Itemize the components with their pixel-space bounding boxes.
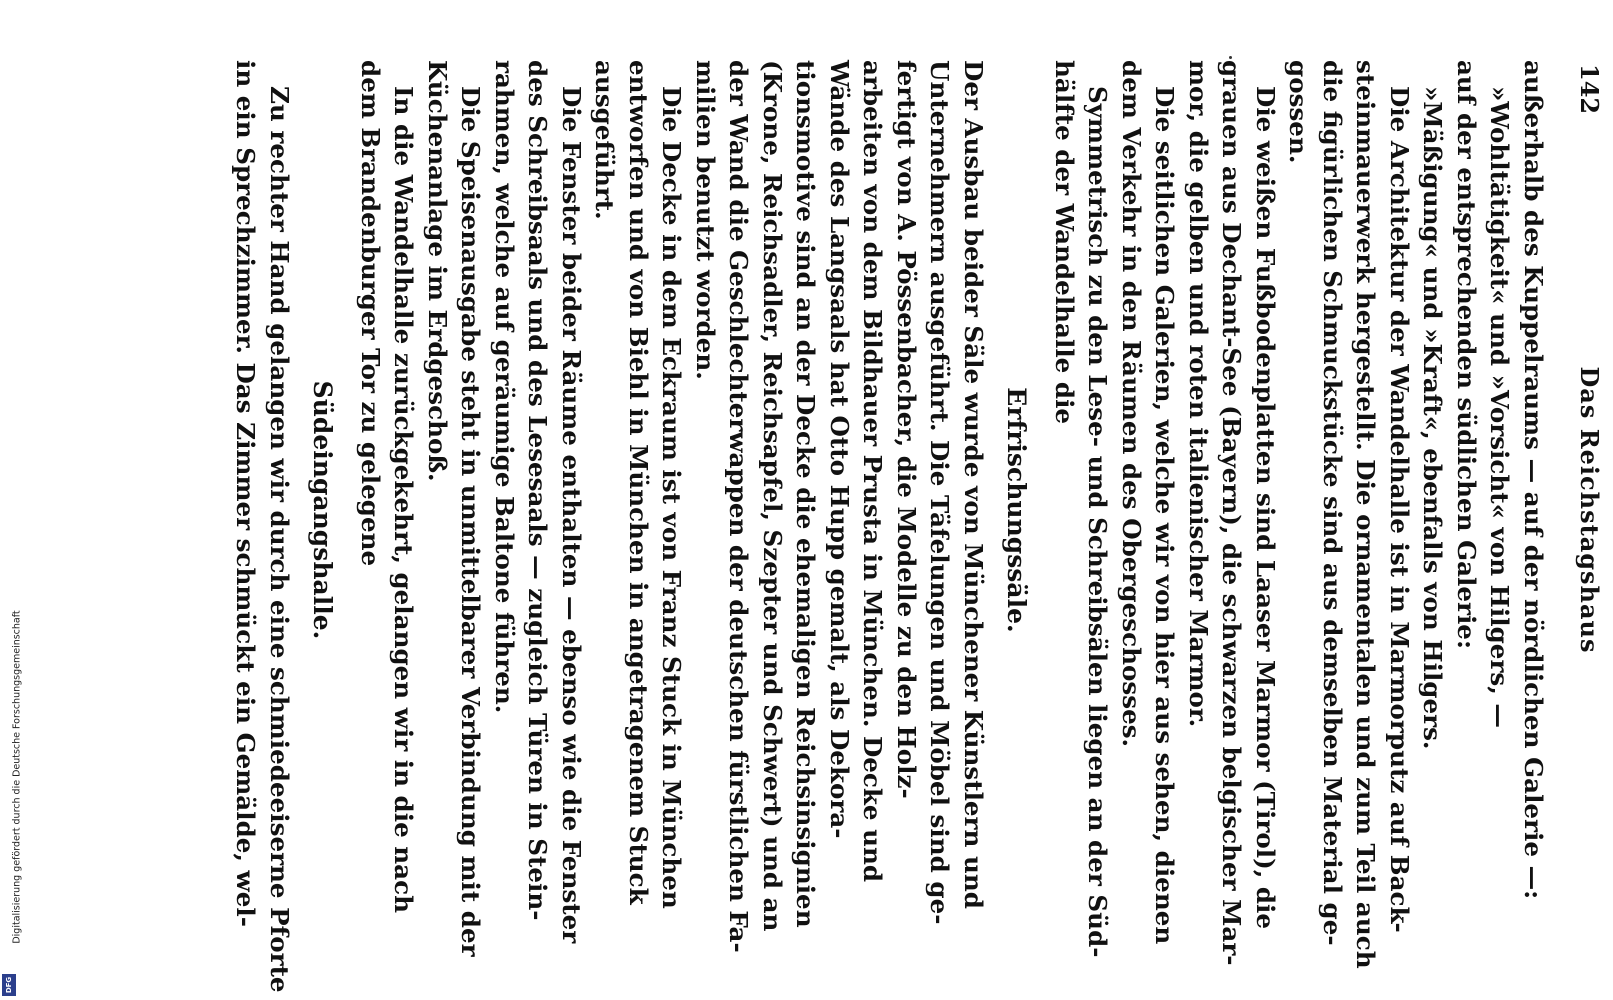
text-line: entworfen und von Biehl in München in angetragenem Stuck xyxy=(624,60,653,905)
body-text xyxy=(229,60,1550,993)
text-line: des Schreibsaals und des Lesesaals — zugleich Türen in Stein- xyxy=(523,60,553,921)
text-line: Der Ausbau beider Säle wurde von Münchener Künstlern und xyxy=(959,60,988,909)
credit-text: Digitalisierung gefördert durch die Deutsche Forschungsgemeinschaft xyxy=(11,610,23,944)
text-line: In die Wandelhalle zurückgekehrt, gelangen wir in die nach xyxy=(389,86,419,913)
running-title: Das Reichstagshaus xyxy=(1575,366,1604,654)
text-line: Wände des Langsaals hat Otto Hupp gemalt, als Dekora- xyxy=(825,60,854,839)
text-line: der Wand die Geschlechterwappen der deutschen fürstlichen Fa- xyxy=(724,60,754,953)
text-line: rahmen, welche auf geräumige Baltone führen. xyxy=(490,60,519,714)
text-line: gossen. xyxy=(1284,60,1314,164)
text-line: ausgeführt. xyxy=(590,60,620,220)
text-line: Die Decke in dem Eckraum ist von Franz Stuck in München xyxy=(657,86,687,909)
text-line: Symmetrisch zu den Lese- und Schreibsälen liegen an der Süd- xyxy=(1083,86,1113,958)
text-line: die figürlichen Schmuckstücke sind aus demselben Material ge- xyxy=(1318,60,1347,946)
text-line: Unternehmern ausgeführt. Die Täfelungen und Möbel sind ge- xyxy=(925,60,955,925)
text-line: milien benutzt worden. xyxy=(691,60,720,380)
section-heading: Südeingangshalle. xyxy=(308,380,338,640)
text-line: steinmauerwerk hergestellt. Die ornamentalen und zum Teil auch xyxy=(1351,60,1381,969)
text-line: Die Speisenausgabe steht in unmittelbarer Verbindung mit der xyxy=(456,86,486,957)
text-line: Die Architektur der Wandelhalle ist in Marmorputz auf Back- xyxy=(1385,86,1414,933)
text-line: Die weißen Fußbodenplatten sind Laaser Marmor (Tirol), die xyxy=(1251,86,1280,930)
text-line: Die Fenster beider Räume enthalten — ebenso wie die Fenster xyxy=(557,86,586,944)
section-heading: Erfrischungssäle. xyxy=(1002,387,1032,633)
dfg-logo xyxy=(2,974,16,996)
text-line: dem Brandenburger Tor zu gelegene xyxy=(356,60,385,567)
text-line: Küchenanlage im Erdgeschoß. xyxy=(423,60,452,482)
text-line: in ein Sprechzimmer. Das Zimmer schmückt ein Gemälde, wel- xyxy=(231,60,261,927)
page-header xyxy=(1550,60,1610,960)
dfg-logo-text: DFG xyxy=(5,976,13,994)
text-line: hälfte der Wandelhalle die xyxy=(1050,60,1079,425)
text-line: außerhalb des Kuppelraums — auf der nördlichen Galerie —: xyxy=(1519,60,1548,900)
text-line: auf der entsprechenden südlichen Galerie: xyxy=(1452,60,1481,650)
text-line: grauen aus Dechant-See (Bayern), die schwarzen belgischer Mar- xyxy=(1217,60,1247,966)
digitization-credit xyxy=(10,562,24,992)
text-line: arbeiten von dem Bildhauer Prusta in München. Decke und xyxy=(858,60,888,883)
text-line: dem Verkehr in den Räumen des Obergeschosses. xyxy=(1117,60,1146,748)
text-line: fertigt von A. Pössenbacher, die Modelle zu den Holz- xyxy=(892,60,921,799)
text-line: Die seitlichen Galerien, welche wir von hier aus sehen, dienen xyxy=(1150,86,1180,945)
rotated-text-block xyxy=(100,20,1610,993)
text-line: »Mäßigung« und »Kraft«, ebenfalls von Hilgers. xyxy=(1418,86,1448,750)
page-number: 142 xyxy=(1575,64,1604,115)
text-line: (Krone, Reichsadler, Reichsapfel, Szepter und Schwert) und an xyxy=(758,60,787,932)
text-line: tionsmotive sind an der Decke die ehemaligen Reichsinsignien xyxy=(791,60,821,928)
text-line: mor, die gelben und roten italienischer Marmor. xyxy=(1184,60,1213,728)
text-line: Zu rechter Hand gelangen wir durch eine schmiedeeiserne Pforte xyxy=(265,86,294,993)
text-line: »Wohltätigkeit« und »Vorsicht« von Hilgers, — xyxy=(1485,86,1515,728)
